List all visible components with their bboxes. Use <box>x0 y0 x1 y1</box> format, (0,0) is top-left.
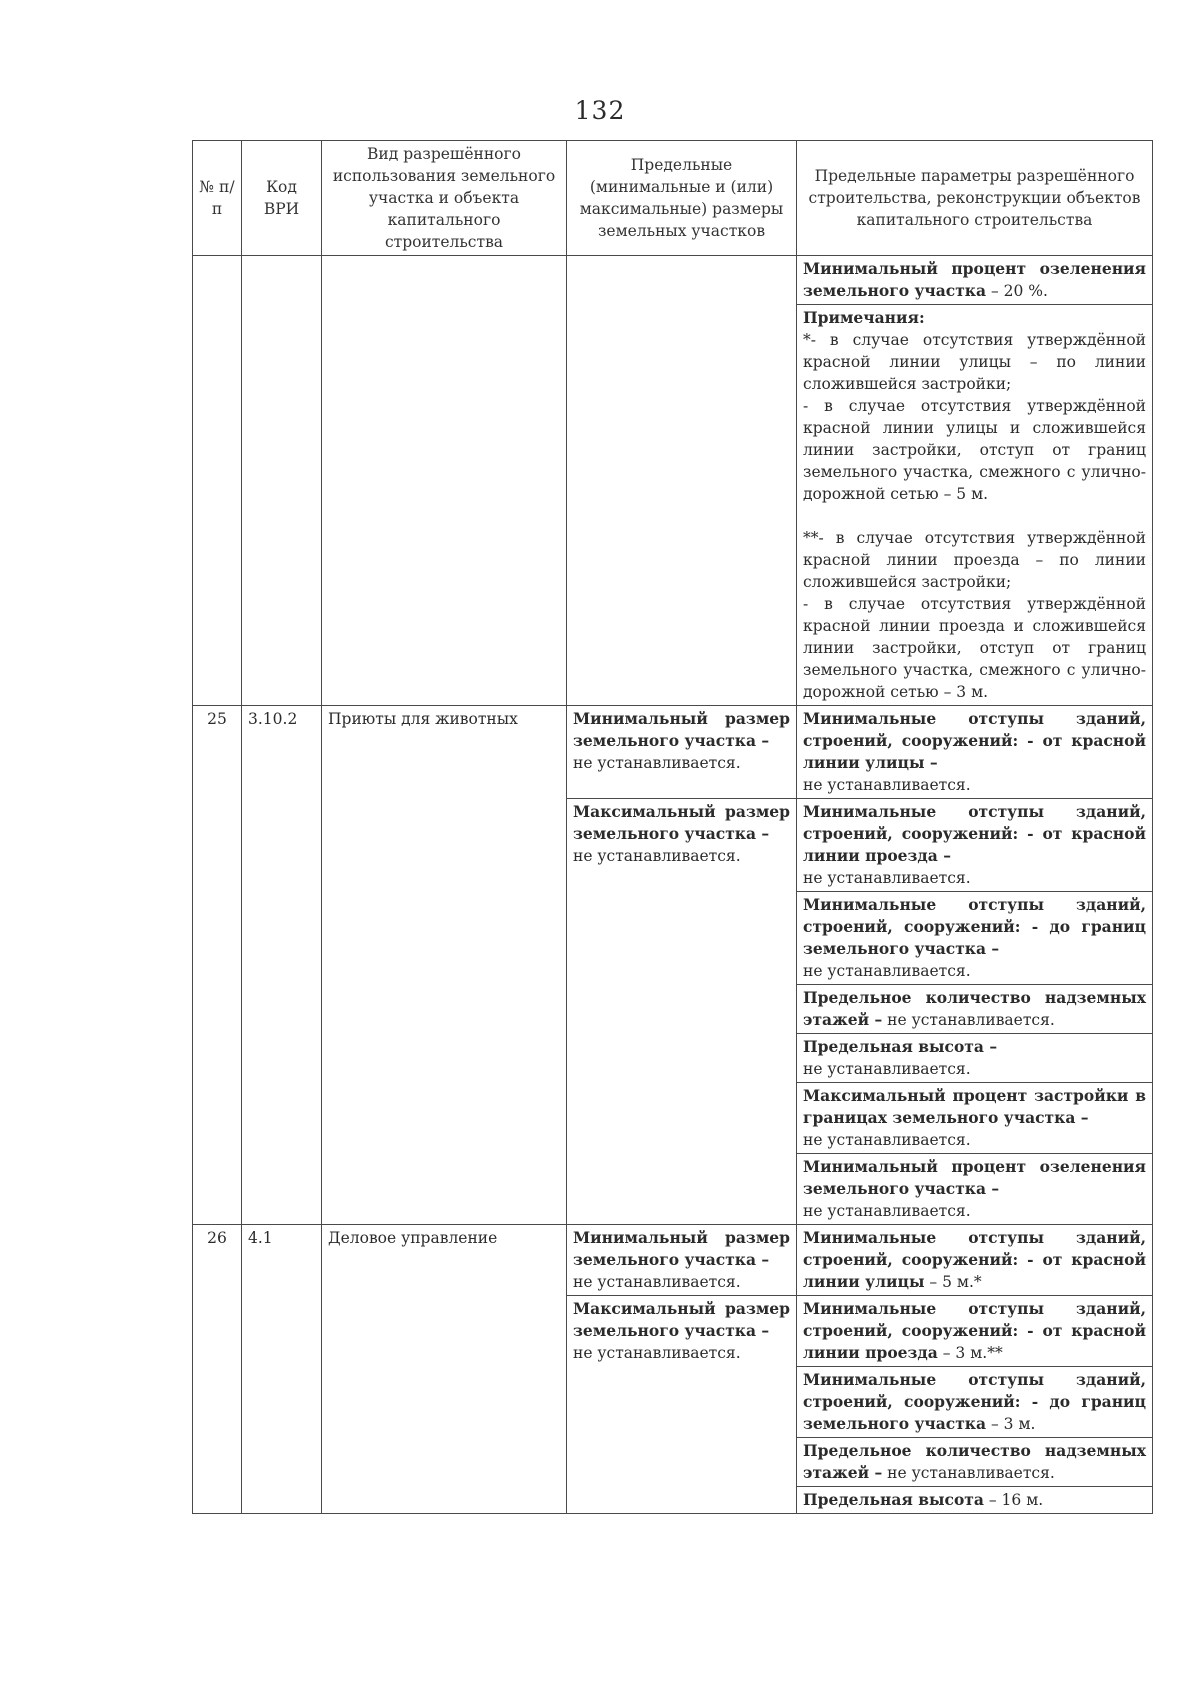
row-number: 25 <box>193 706 242 1225</box>
cont-code-cell <box>242 256 322 706</box>
row-use: Деловое управление <box>322 1225 567 1514</box>
notes-cell <box>797 305 1153 706</box>
page-number: 132 <box>574 96 626 125</box>
min-size-cell: Минимальный размер земельного участка – не устанавливается. <box>567 1225 797 1296</box>
param-cell: Предельная высота – не устанавливается. <box>797 1034 1153 1083</box>
header-size: Предельные (минимальные и (или) максимальные) размеры земельных участков <box>567 141 797 256</box>
table-header-row <box>193 141 1153 256</box>
row-code: 3.10.2 <box>242 706 322 1225</box>
param-cell: Предельная высота – 16 м. <box>797 1487 1153 1514</box>
header-num: № п/п <box>193 141 242 256</box>
note-4: - в случае отсутствия утверждённой красной линии проезда и сложившейся линии застройки, отступ от границ земельного участка, смежного с улично-дорожной сетью – 3 м. <box>803 595 1146 701</box>
param-cell: Предельное количество надземных этажей – не устанавливается. <box>797 1438 1153 1487</box>
param-cell: Минимальные отступы зданий, строений, сооружений: - от красной линии улицы – не устанавливается. <box>797 706 1153 799</box>
cont-num-cell <box>193 256 242 706</box>
table-row <box>193 1225 1153 1296</box>
regulations-table <box>192 140 1153 1514</box>
param-cell: Минимальные отступы зданий, строений, сооружений: - от красной линии проезда – 3 м.** <box>797 1296 1153 1367</box>
max-size-cell: Максимальный размер земельного участка – не устанавливается. <box>567 799 797 1225</box>
param-cell: Минимальные отступы зданий, строений, сооружений: - до границ земельного участка – не устанавливается. <box>797 892 1153 985</box>
param-cell: Максимальный процент застройки в границах земельного участка – не устанавливается. <box>797 1083 1153 1154</box>
param-cell: Минимальные отступы зданий, строений, сооружений: - от красной линии проезда – не устанавливается. <box>797 799 1153 892</box>
header-code: Код ВРИ <box>242 141 322 256</box>
notes-title: Примечания: <box>803 308 925 327</box>
param-green-cell: Минимальный процент озеленения земельного участка – 20 %. <box>797 256 1153 305</box>
note-2: - в случае отсутствия утверждённой красной линии улицы и сложившейся линии застройки, отступ от границ земельного участка, смежного с улично-дорожной сетью – 5 м. <box>803 397 1146 503</box>
min-size-cell: Минимальный размер земельного участка – не устанавливается. <box>567 706 797 799</box>
row-number: 26 <box>193 1225 242 1514</box>
table-row <box>193 706 1153 799</box>
param-cell: Минимальный процент озеленения земельного участка – не устанавливается. <box>797 1154 1153 1225</box>
cont-size-cell <box>567 256 797 706</box>
header-use: Вид разрешённого использования земельного участка и объекта капитального строительства <box>322 141 567 256</box>
row-code: 4.1 <box>242 1225 322 1514</box>
table-row <box>193 256 1153 305</box>
param-cell: Предельное количество надземных этажей – не устанавливается. <box>797 985 1153 1034</box>
row-use: Приюты для животных <box>322 706 567 1225</box>
param-cell: Минимальные отступы зданий, строений, сооружений: - от красной линии улицы – 5 м.* <box>797 1225 1153 1296</box>
note-1: *- в случае отсутствия утверждённой красной линии улицы – по линии сложившейся застройки; <box>803 331 1146 393</box>
param-cell: Минимальные отступы зданий, строений, сооружений: - до границ земельного участка – 3 м. <box>797 1367 1153 1438</box>
header-params: Предельные параметры разрешённого строительства, реконструкции объектов капитального строительства <box>797 141 1153 256</box>
note-3: **- в случае отсутствия утверждённой красной линии проезда – по линии сложившейся застройки; <box>803 529 1146 591</box>
cont-use-cell <box>322 256 567 706</box>
max-size-cell: Максимальный размер земельного участка – не устанавливается. <box>567 1296 797 1514</box>
